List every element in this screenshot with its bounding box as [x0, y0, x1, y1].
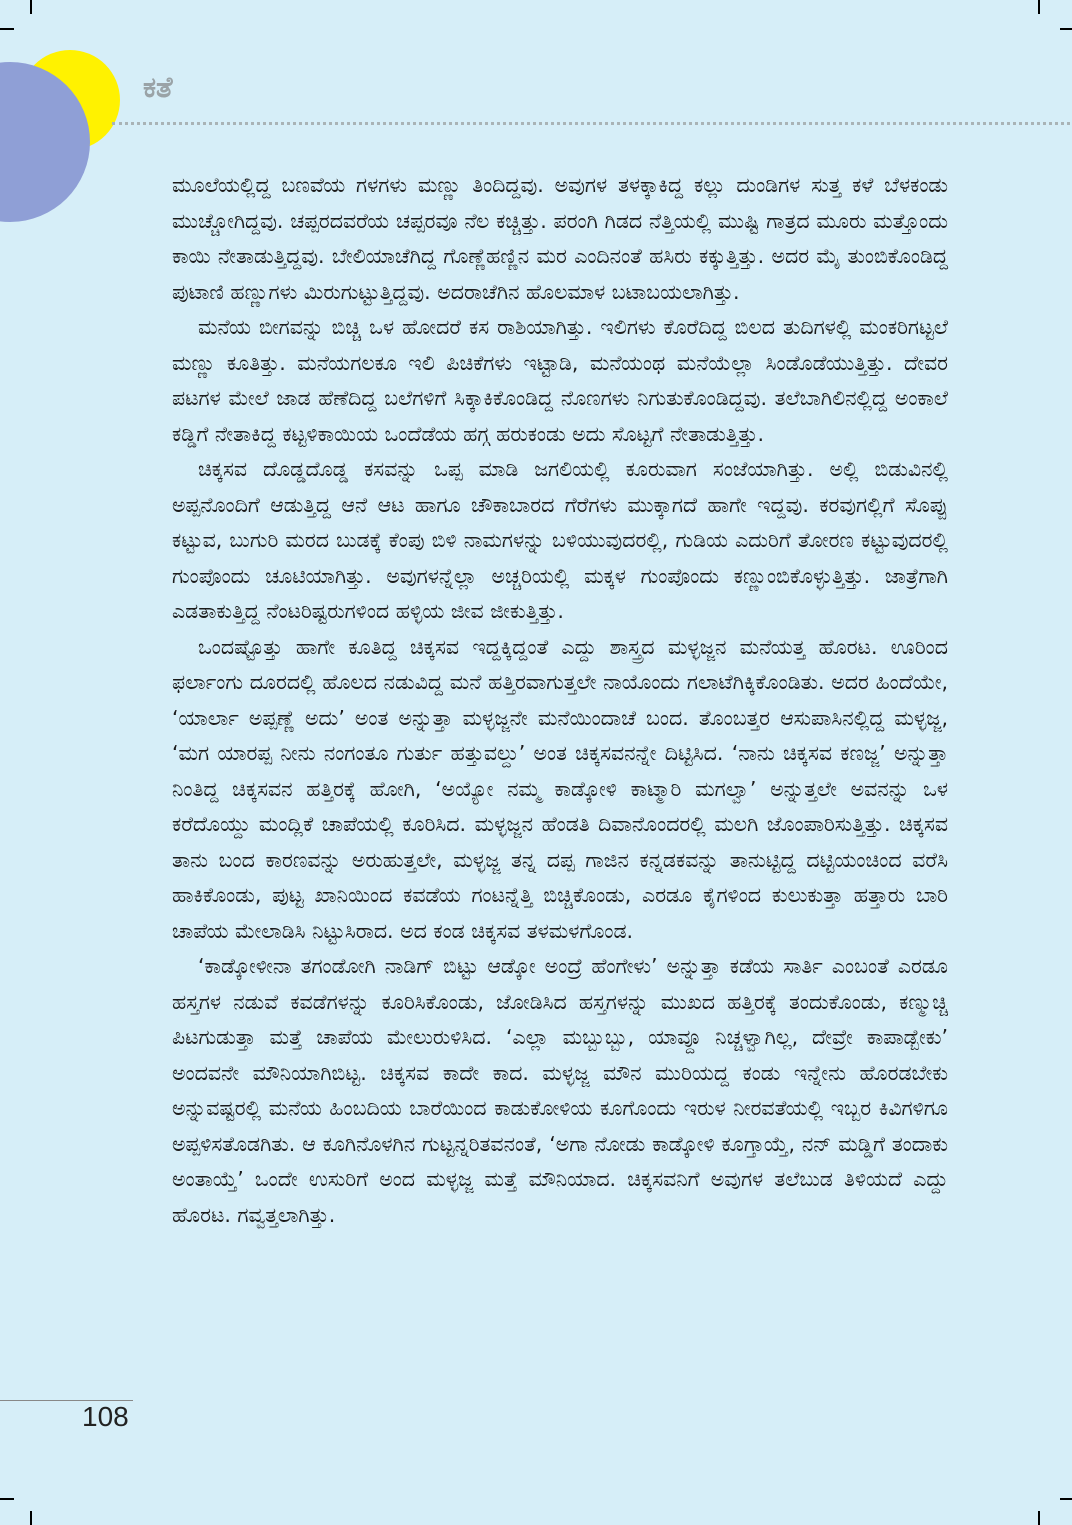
section-title: ಕತೆ — [143, 70, 173, 104]
paragraph: ‘ಕಾಡ್ಕೋಳೀನಾ ತಗಂಡೋಗಿ ನಾಡಿಗ್ ಬಿಟ್ಟು ಆಡ್ಕೋ ಅಂದ್ರೆ ಹೆಂಗೇಳು’ ಅನ್ನುತ್ತಾ ಕಡೆಯ ಸಾರ್ತಿ ಎಂಬಂತೆ ಎರಡೂ ಹಸ್ತಗಳ ನಡುವೆ ಕವಡೆಗಳನ್ನು ಕೂರಿಸಿಕೊಂಡು, ಜೋಡಿಸಿದ ಹಸ್ತಗಳನ್ನು ಮುಖದ ಹತ್ತಿರಕ್ಕೆ ತಂದುಕೊಂಡು, ಕಣ್ಮುಚ್ಚಿ ಪಿಟಗುಡುತ್ತಾ ಮತ್ತೆ ಚಾಪೆಯ ಮೇಲುರುಳಿಸಿದ. ‘ಎಲ್ಲಾ ಮಬ್ಬುಬ್ಬು, ಯಾವ್ದೂ ನಿಚ್ಚಳ್ವಾಗಿಲ್ಲ, ದೇವ್ರೇ ಕಾಪಾಡ್ಬೇಕು’ ಅಂದವನೇ ಮೌನಿಯಾಗಿಬಿಟ್ಟ. ಚಿಕ್ಕಸವ ಕಾದೇ ಕಾದ. ಮಳ್ಳಜ್ಜ ಮೌನ ಮುರಿಯದ್ದ ಕಂಡು ಇನ್ನೇನು ಹೊರಡಬೇಕು ಅನ್ನುವಷ್ಟರಲ್ಲಿ ಮನೆಯ ಹಿಂಬದಿಯ ಬಾರೆಯಿಂದ ಕಾಡುಕೋಳಿಯ ಕೂಗೊಂದು ಇರುಳ ನೀರವತೆಯಲ್ಲಿ ಇಬ್ಬರ ಕಿವಿಗಳಿಗೂ ಅಪ್ಪಳಿಸತೊಡಗಿತು. ಆ ಕೂಗಿನೊಳಗಿನ ಗುಟ್ಟನ್ನರಿತವನಂತೆ, ‘ಅಗಾ ನೋಡು ಕಾಡ್ಕೋಳಿ ಕೂಗ್ತಾಯ್ತೆ, ನನ್ ಮಡ್ಡಿಗೆ ತಂದಾಕು ಅಂತಾಯ್ತೆ’ ಒಂದೇ ಉಸುರಿಗೆ ಅಂದ ಮಳ್ಳಜ್ಜ ಮತ್ತೆ ಮೌನಿಯಾದ. ಚಿಕ್ಕಸವನಿಗೆ ಅವುಗಳ ತಲೆಬುಡ ತಿಳಿಯದೆ ಎದ್ದು ಹೊರಟ. ಗವ್ವತ್ತಲಾಗಿತ್ತು. — [172, 954, 948, 1227]
paragraph: ಚಿಕ್ಕಸವ ದೊಡ್ಡದೊಡ್ಡ ಕಸವನ್ನು ಒಪ್ಪ ಮಾಡಿ ಜಗಲಿಯಲ್ಲಿ ಕೂರುವಾಗ ಸಂಜೆಯಾಗಿತ್ತು. ಅಲ್ಲಿ ಬಿಡುವಿನಲ್ಲಿ ಅಪ್ಪನೊಂದಿಗೆ ಆಡುತ್ತಿದ್ದ ಆನೆ ಆಟ ಹಾಗೂ ಚೌಕಾಬಾರದ ಗೆರೆಗಳು ಮುಕ್ಕಾಗದೆ ಹಾಗೇ ಇದ್ದವು. ಕರವುಗಲ್ಲಿಗೆ ಸೊಪ್ಪು ಕಟ್ಟುವ, ಬುಗುರಿ ಮರದ ಬುಡಕ್ಕೆ ಕೆಂಪು ಬಿಳಿ ನಾಮಗಳನ್ನು ಬಳಿಯುವುದರಲ್ಲಿ, ಗುಡಿಯ ಎದುರಿಗೆ ತೋರಣ ಕಟ್ಟುವುದರಲ್ಲಿ ಗುಂಪೊಂದು ಚೂಟಿಯಾಗಿತ್ತು. ಅವುಗಳನ್ನೆಲ್ಲಾ ಅಚ್ಚರಿಯಲ್ಲಿ ಮಕ್ಕಳ ಗುಂಪೊಂದು ಕಣ್ಣುಂಬಿಕೊಳ್ಳುತ್ತಿತ್ತು. ಜಾತ್ರೆಗಾಗಿ ಎಡತಾಕುತ್ತಿದ್ದ ನೆಂಟರಿಷ್ಟರುಗಳಿಂದ ಹಳ್ಳಿಯ ಜೀವ ಜೀಕುತ್ತಿತ್ತು. — [172, 457, 948, 623]
page-number: 108 — [82, 1401, 129, 1432]
paragraph: ಒಂದಷ್ಟೊತ್ತು ಹಾಗೇ ಕೂತಿದ್ದ ಚಿಕ್ಕಸವ ಇದ್ದಕ್ಕಿದ್ದಂತೆ ಎದ್ದು ಶಾಸ್ತ್ರದ ಮಳ್ಳಜ್ಜನ ಮನೆಯತ್ತ ಹೊರಟ. ಊರಿಂದ ಫರ್ಲಾಂಗು ದೂರದಲ್ಲಿ ಹೊಲದ ನಡುವಿದ್ದ ಮನೆ ಹತ್ತಿರವಾಗುತ್ತಲೇ ನಾಯೊಂದು ಗಲಾಟೆಗಿಕ್ಕಿಕೊಂಡಿತು. ಅದರ ಹಿಂದೆಯೇ, ‘ಯಾರ್ಲಾ ಅಪ್ಪಣ್ಣೆ ಅದು’ ಅಂತ ಅನ್ನುತ್ತಾ ಮಳ್ಳಜ್ಜನೇ ಮನೆಯಿಂದಾಚೆ ಬಂದ. ತೊಂಬತ್ತರ ಆಸುಪಾಸಿನಲ್ಲಿದ್ದ ಮಳ್ಳಜ್ಜ, ‘ಮಗ ಯಾರಪ್ಪ ನೀನು ನಂಗಂತೂ ಗುರ್ತು ಹತ್ತುವಲ್ದು’ ಅಂತ ಚಿಕ್ಕಸವನನ್ನೇ ದಿಟ್ಟಿಸಿದ. ‘ನಾನು ಚಿಕ್ಕಸವ ಕಣಜ್ಜ’ ಅನ್ನುತ್ತಾ ನಿಂತಿದ್ದ ಚಿಕ್ಕಸವನ ಹತ್ತಿರಕ್ಕೆ ಹೋಗಿ, ‘ಅಯ್ಯೋ ನಮ್ಮ ಕಾಡ್ಕೋಳಿ ಕಾಟ್ಮಾರಿ ಮಗಲ್ವಾ’ ಅನ್ನುತ್ತಲೇ ಅವನನ್ನು ಒಳ ಕರೆದೊಯ್ದು ಮಂದ್ಲಿಕೆ ಚಾಪೆಯಲ್ಲಿ ಕೂರಿಸಿದ. ಮಳ್ಳಜ್ಜನ ಹೆಂಡತಿ ದಿವಾನೊಂದರಲ್ಲಿ ಮಲಗಿ ಜೊಂಪಾರಿಸುತ್ತಿತ್ತು. ಚಿಕ್ಕಸವ ತಾನು ಬಂದ ಕಾರಣವನ್ನು ಅರುಹುತ್ತಲೇ, ಮಳ್ಳಜ್ಜ ತನ್ನ ದಪ್ಪ ಗಾಜಿನ ಕನ್ನಡಕವನ್ನು ತಾನುಟ್ಟಿದ್ದ ದಟ್ಟಿಯಂಚಿಂದ ವರೆಸಿ ಹಾಕಿಕೊಂಡು, ಪುಟ್ಟ ಖಾನಿಯಿಂದ ಕವಡೆಯ ಗಂಟನ್ನೆತ್ತಿ ಬಿಚ್ಚಿಕೊಂಡು, ಎರಡೂ ಕೈಗಳಿಂದ ಕುಲುಕುತ್ತಾ ಹತ್ತಾರು ಬಾರಿ ಚಾಪೆಯ ಮೇಲಾಡಿಸಿ ನಿಟ್ಟುಸಿರಾದ. ಅದ ಕಂಡ ಚಿಕ್ಕಸವ ತಳಮಳಗೊಂಡ. — [172, 634, 948, 943]
crop-mark — [1060, 28, 1072, 30]
crop-mark — [1060, 1498, 1072, 1500]
paragraph: ಮೂಲೆಯಲ್ಲಿದ್ದ ಬಣವೆಯ ಗಳಗಳು ಮಣ್ಣು ತಿಂದಿದ್ದವು. ಅವುಗಳ ತಳಕ್ಕಾಕಿದ್ದ ಕಲ್ಲು ದುಂಡಿಗಳ ಸುತ್ತ ಕಳೆ ಬೆಳಕಂಡು ಮುಚ್ಚೋಗಿದ್ದವು. ಚಪ್ಪರದವರೆಯ ಚಪ್ಪರವೂ ನೆಲ ಕಚ್ಚಿತ್ತು. ಪರಂಗಿ ಗಿಡದ ನೆತ್ತಿಯಲ್ಲಿ ಮುಷ್ಟಿ ಗಾತ್ರದ ಮೂರು ಮತ್ತೊಂದು ಕಾಯಿ ನೇತಾಡುತ್ತಿದ್ದವು. ಬೇಲಿಯಾಚೆಗಿದ್ದ ಗೊಣ್ಣೆಹಣ್ಣಿನ ಮರ ಎಂದಿನಂತೆ ಹಸಿರು ಕಕ್ಕುತ್ತಿತ್ತು. ಅದರ ಮೈ ತುಂಬಿಕೊಂಡಿದ್ದ ಪುಟಾಣಿ ಹಣ್ಣುಗಳು ಮಿರುಗುಟ್ಟುತ್ತಿದ್ದವು. ಅದರಾಚೆಗಿನ ಹೊಲಮಾಳ ಬಟಾಬಯಲಾಗಿತ್ತು. — [172, 173, 948, 304]
dotted-divider — [112, 122, 1070, 125]
crop-mark — [0, 28, 14, 30]
story-text — [172, 168, 948, 1233]
crop-mark — [1038, 0, 1040, 14]
crop-mark — [0, 1498, 14, 1500]
crop-mark — [30, 1511, 32, 1525]
paragraph: ಮನೆಯ ಬೀಗವನ್ನು ಬಿಚ್ಚಿ ಒಳ ಹೋದರೆ ಕಸ ರಾಶಿಯಾಗಿತ್ತು. ಇಲಿಗಳು ಕೊರೆದಿದ್ದ ಬಿಲದ ತುದಿಗಳಲ್ಲಿ ಮಂಕರಿಗಟ್ಟಲೆ ಮಣ್ಣು ಕೂತಿತ್ತು. ಮನೆಯಗಲಕೂ ಇಲಿ ಪಿಚಿಕೆಗಳು ಇಟ್ಟಾಡಿ, ಮನೆಯಂಥ ಮನೆಯೆಲ್ಲಾ ಸಿಂಡೊಡೆಯುತ್ತಿತ್ತು. ದೇವರ ಪಟಗಳ ಮೇಲೆ ಜಾಡ ಹೆಣೆದಿದ್ದ ಬಲೆಗಳಿಗೆ ಸಿಕ್ಕಾಕಿಕೊಂಡಿದ್ದ ನೊಣಗಳು ನಿಗುತುಕೊಂಡಿದ್ದವು. ತಲೆಬಾಗಿಲಿನಲ್ಲಿದ್ದ ಅಂಕಾಲೆ ಕಡ್ಡಿಗೆ ನೇತಾಕಿದ್ದ ಕಟ್ಟಳಿಕಾಯಿಯ ಒಂದೆಡೆಯ ಹಗ್ಗ ಹರುಕಂಡು ಅದು ಸೊಟ್ಟಗೆ ನೇತಾಡುತ್ತಿತ್ತು. — [172, 315, 948, 446]
crop-mark — [30, 0, 32, 14]
crop-mark — [1038, 1511, 1040, 1525]
